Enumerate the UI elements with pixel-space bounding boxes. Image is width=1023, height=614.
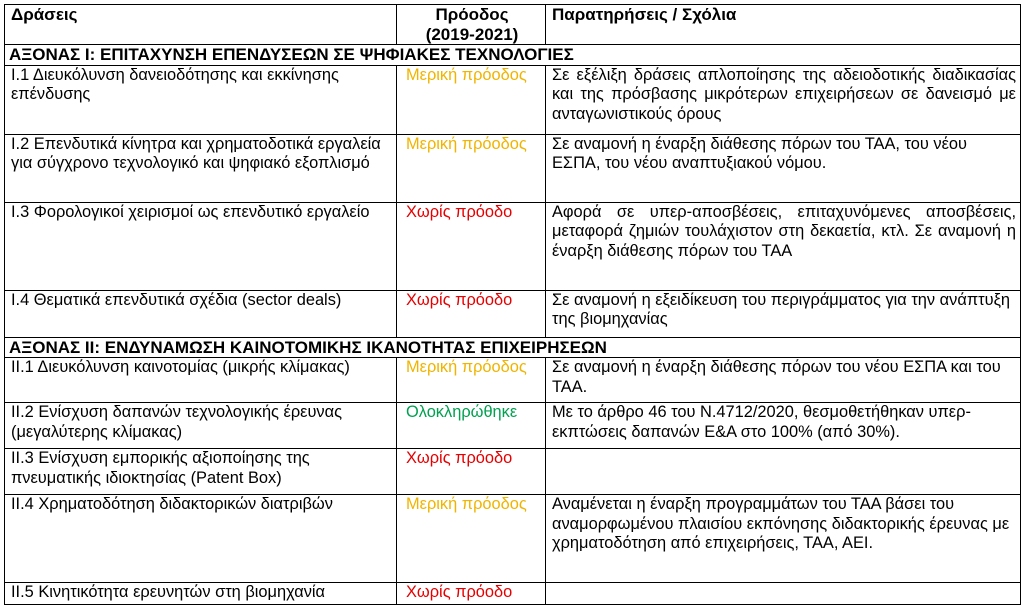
comment-cell: Σε αναμονή η έναρξη διάθεσης πόρων του νέου ΕΣΠΑ και του ΤΑΑ. xyxy=(546,358,1021,403)
comment-cell: Αφορά σε υπερ-αποσβέσεις, επιταχυνόμενες αποσβέσεις, μεταφορά ζημιών τουλάχιστον στη δεκαετία, κτλ. Σε αναμονή η έναρξη διάθεσης πόρων του ΤΑΑ xyxy=(546,202,1021,290)
comment-cell: Σε αναμονή η εξειδίκευση του περιγράμματος για την ανάπτυξη της βιομηχανίας xyxy=(546,290,1021,337)
action-cell: ΙΙ.5 Κινητικότητα ερευνητών στη βιομηχανία xyxy=(5,583,397,605)
action-cell: ΙΙ.3 Ενίσχυση εμπορικής αξιοποίησης της πνευματικής ιδιοκτησίας (Patent Box) xyxy=(5,449,397,495)
table-row xyxy=(5,358,1021,403)
header-actions: Δράσεις xyxy=(5,5,397,45)
comment-cell: Σε αναμονή η έναρξη διάθεσης πόρων του ΤΑΑ, του νέου ΕΣΠΑ, του νέου αναπτυξιακού νόμου. xyxy=(546,134,1021,202)
comment-cell xyxy=(546,583,1021,605)
table-row xyxy=(5,403,1021,449)
table-row xyxy=(5,495,1021,583)
header-comments: Παρατηρήσεις / Σχόλια xyxy=(546,5,1021,45)
action-cell: ΙΙ.1 Διευκόλυνση καινοτομίας (μικρής κλίμακας) xyxy=(5,358,397,403)
header-progress-period: (2019-2021) xyxy=(425,24,519,44)
axis-1-title: ΑΞΟΝΑΣ Ι: ΕΠΙΤΑΧΥΝΣΗ ΕΠΕΝΔΥΣΕΩΝ ΣΕ ΨΗΦΙΑΚΕΣ ΤΕΧΝΟΛΟΓΙΕΣ xyxy=(5,45,1021,66)
header-progress xyxy=(397,5,546,45)
axis-row xyxy=(5,45,1021,66)
comment-cell: Σε εξέλιξη δράσεις απλοποίησης της αδειοδοτικής διαδικασίας και της πρόσβασης μικρότερων επιχειρήσεων σε δανεισμό με ανταγωνιστικούς όρους xyxy=(546,65,1021,134)
status-cell: Μερική πρόοδος xyxy=(397,358,546,403)
status-cell: Χωρίς πρόοδο xyxy=(397,583,546,605)
comment-cell: Με το άρθρο 46 του Ν.4712/2020, θεσμοθετήθηκαν υπερ-εκπτώσεις δαπανών Ε&Α στο 100% (από 30%). xyxy=(546,403,1021,449)
action-cell: Ι.4 Θεματικά επενδυτικά σχέδια (sector deals) xyxy=(5,290,397,337)
action-cell: ΙΙ.2 Ενίσχυση δαπανών τεχνολογικής έρευνας (μεγαλύτερης κλίμακας) xyxy=(5,403,397,449)
status-cell: Χωρίς πρόοδο xyxy=(397,202,546,290)
comment-cell: Αναμένεται η έναρξη προγραμμάτων του ΤΑΑ βάσει του αναμορφωμένου πλαισίου εκπόνησης διδακτορικής έρευνας με χρηματοδότηση από επιχειρήσεις, ΤΑΑ, ΑΕΙ. xyxy=(546,495,1021,583)
header-row xyxy=(5,5,1021,45)
table-row xyxy=(5,290,1021,337)
axis-row xyxy=(5,337,1021,358)
status-cell: Χωρίς πρόοδο xyxy=(397,449,546,495)
progress-table xyxy=(4,4,1021,605)
status-cell: Μερική πρόοδος xyxy=(397,495,546,583)
status-cell: Μερική πρόοδος xyxy=(397,65,546,134)
action-cell: Ι.3 Φορολογικοί χειρισμοί ως επενδυτικό εργαλείο xyxy=(5,202,397,290)
table-row xyxy=(5,134,1021,202)
status-cell: Χωρίς πρόοδο xyxy=(397,290,546,337)
header-progress-title: Πρόοδος xyxy=(435,5,509,24)
status-cell: Μερική πρόοδος xyxy=(397,134,546,202)
status-cell: Ολοκληρώθηκε xyxy=(397,403,546,449)
action-cell: Ι.1 Διευκόλυνση δανειοδότησης και εκκίνησης επένδυσης xyxy=(5,65,397,134)
table-row xyxy=(5,449,1021,495)
axis-2-title: ΑΞΟΝΑΣ ΙΙ: ΕΝΔΥΝΑΜΩΣΗ ΚΑΙΝΟΤΟΜΙΚΗΣ ΙΚΑΝΟΤΗΤΑΣ ΕΠΙΧΕΙΡΗΣΕΩΝ xyxy=(5,337,1021,358)
action-cell: ΙΙ.4 Χρηματοδότηση διδακτορικών διατριβών xyxy=(5,495,397,583)
table-row xyxy=(5,202,1021,290)
action-cell: Ι.2 Επενδυτικά κίνητρα και χρηματοδοτικά εργαλεία για σύγχρονο τεχνολογικό και ψηφιακό εξοπλισμό xyxy=(5,134,397,202)
table-row xyxy=(5,65,1021,134)
comment-cell xyxy=(546,449,1021,495)
table-row xyxy=(5,583,1021,605)
